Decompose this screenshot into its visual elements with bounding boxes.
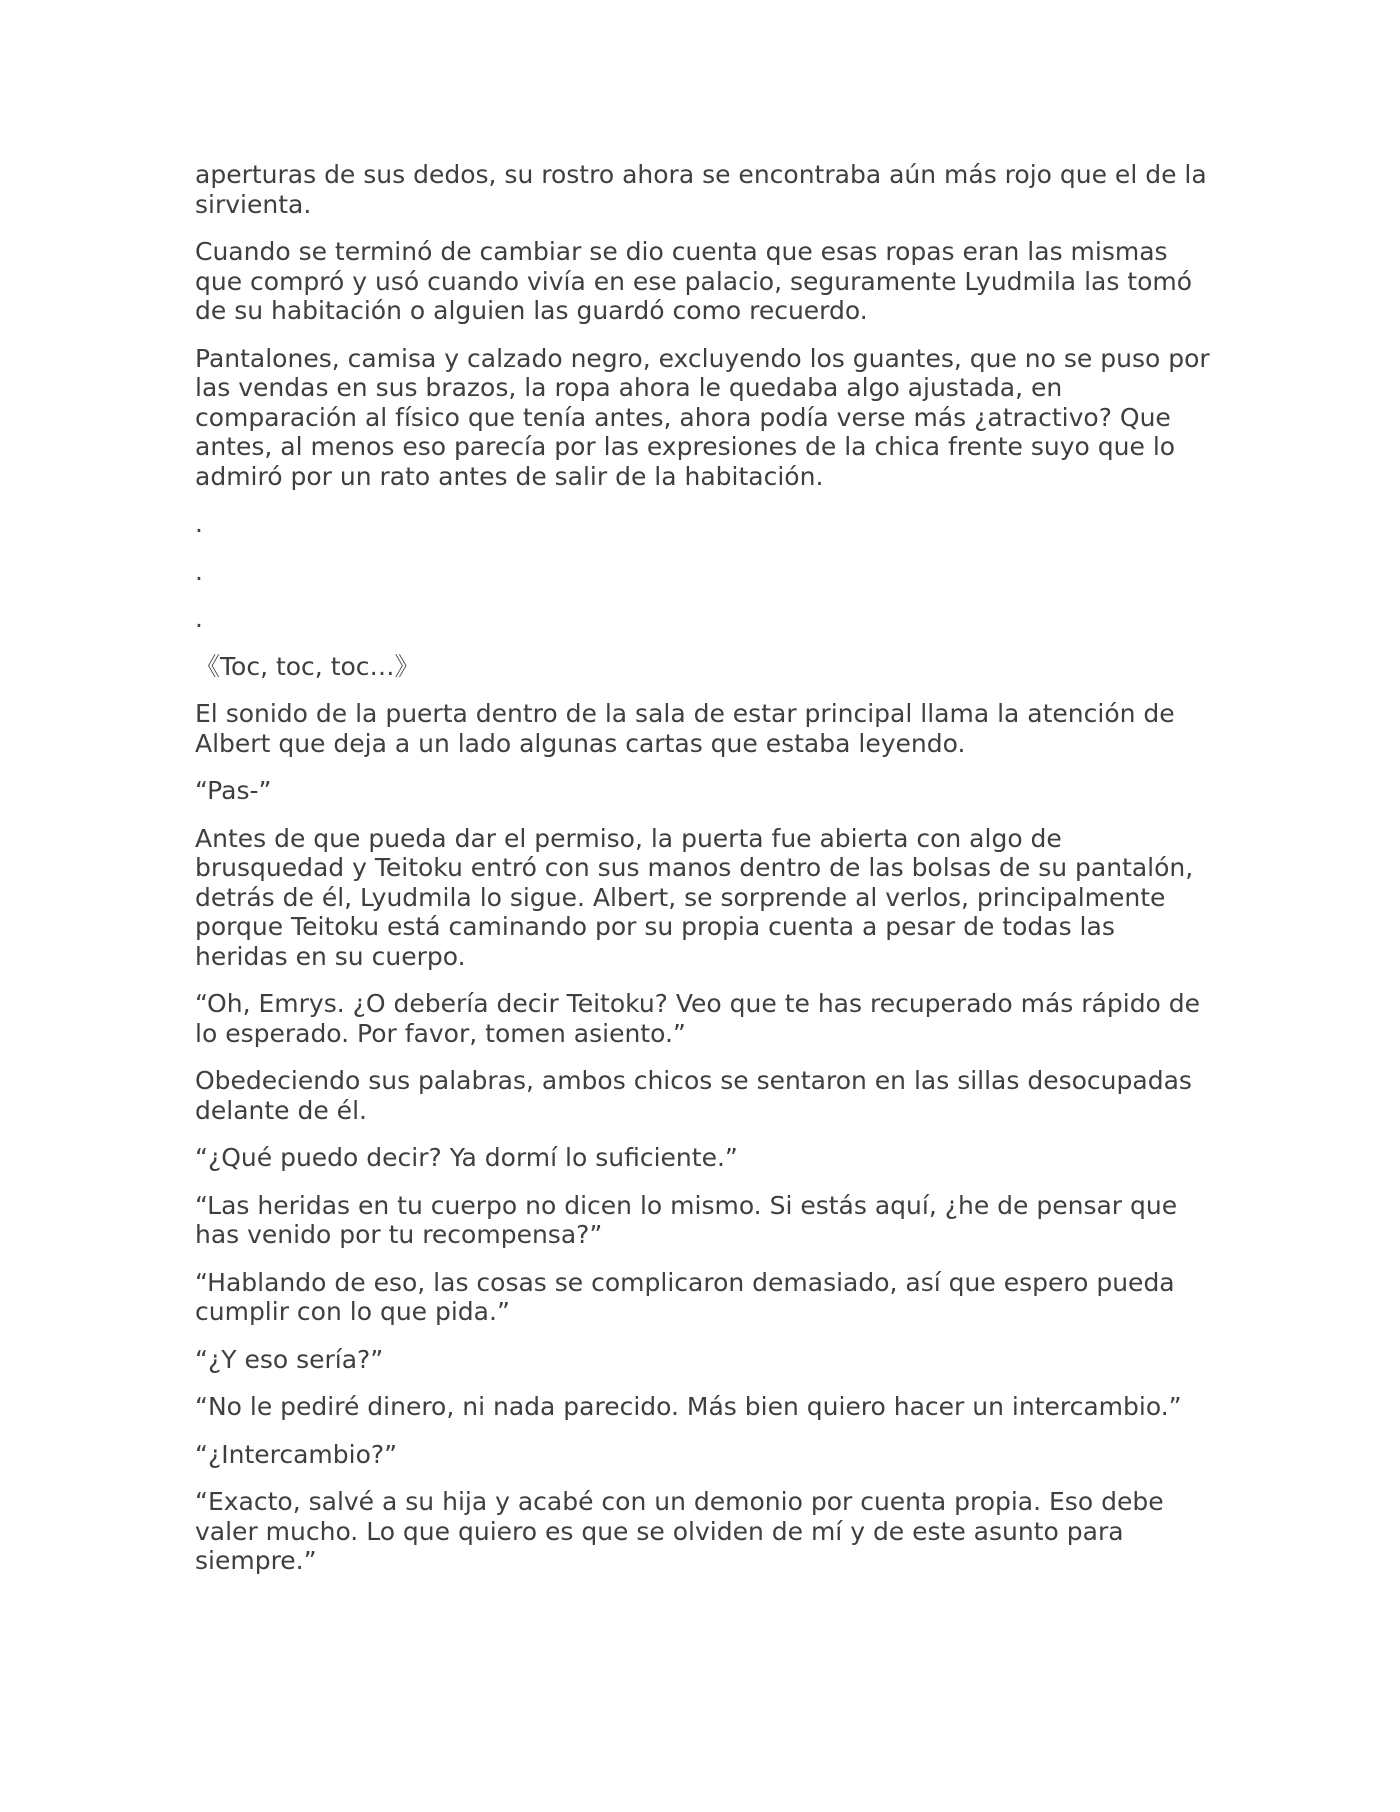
paragraph: aperturas de sus dedos, su rostro ahora se encontraba aún más rojo que el de la sirvienta. xyxy=(195,160,1207,219)
scene-break-dot: . xyxy=(195,556,203,586)
dialogue-line: “Las heridas en tu cuerpo no dicen lo mismo. Si estás aquí, ¿he de pensar que has venido por tu recompensa?” xyxy=(195,1190,1178,1249)
dialogue-line: “No le pediré dinero, ni nada parecido. Más bien quiero hacer un intercambio.” xyxy=(195,1392,1182,1421)
paragraph: Antes de que pueda dar el permiso, la puerta fue abierta con algo de brusquedad y Teitoku entró con sus manos dentro de las bolsas de su pantalón, detrás de él, Lyudmila lo sigue. Albert, se sorprende al verlos, principalmente porque Teitoku está caminando por su propia cuenta a pesar de todas las heridas en su cuerpo. xyxy=(195,823,1194,971)
scene-break-dot: . xyxy=(195,509,203,538)
paragraph: El sonido de la puerta dentro de la sala de estar principal llama la atención de Albert que deja a un lado algunas cartas que estaba leyendo. xyxy=(195,699,1175,758)
dialogue-line: “Exacto, salvé a su hija y acabé con un demonio por cuenta propia. Eso debe valer mucho. Lo que quiero es que se olviden de mí y de este asunto para siempre.” xyxy=(195,1487,1164,1575)
paragraph: Cuando se terminó de cambiar se dio cuenta que esas ropas eran las mismas que compró y usó cuando vivía en ese palacio, seguramente Lyudmila las tomó de su habitación o alguien las guardó como recuerdo. xyxy=(195,237,1193,325)
dialogue-line: “Pas-” xyxy=(195,776,272,805)
dialogue-line: “¿Intercambio?” xyxy=(195,1439,398,1469)
dialogue-line: “¿Y eso sería?” xyxy=(195,1344,384,1374)
paragraph: Pantalones, camisa y calzado negro, excluyendo los guantes, que no se puso por las vendas en sus brazos, la ropa ahora le quedaba algo ajustada, en comparación al físico que tenía antes, ahora podía verse más ¿atractivo? Que antes, al menos eso parecía por las expresiones de la chica frente suyo que lo admiró por un rato antes de salir de la habitación. xyxy=(195,343,1210,491)
dialogue-line: “¿Qué puedo decir? Ya dormí lo suficiente.” xyxy=(195,1143,738,1172)
dialogue-line: “Oh, Emrys. ¿O debería decir Teitoku? Veo que te has recuperado más rápido de lo esperado. Por favor, tomen asiento.” xyxy=(195,989,1201,1048)
scene-break-dot: . xyxy=(195,604,203,633)
document-body xyxy=(195,160,1210,1594)
sound-effect-line: 《Toc, toc, toc…》 xyxy=(195,651,420,681)
paragraph: Obedeciendo sus palabras, ambos chicos se sentaron en las sillas desocupadas delante de él. xyxy=(195,1066,1192,1125)
dialogue-line: “Hablando de eso, las cosas se complicaron demasiado, así que espero pueda cumplir con lo que pida.” xyxy=(195,1267,1175,1326)
